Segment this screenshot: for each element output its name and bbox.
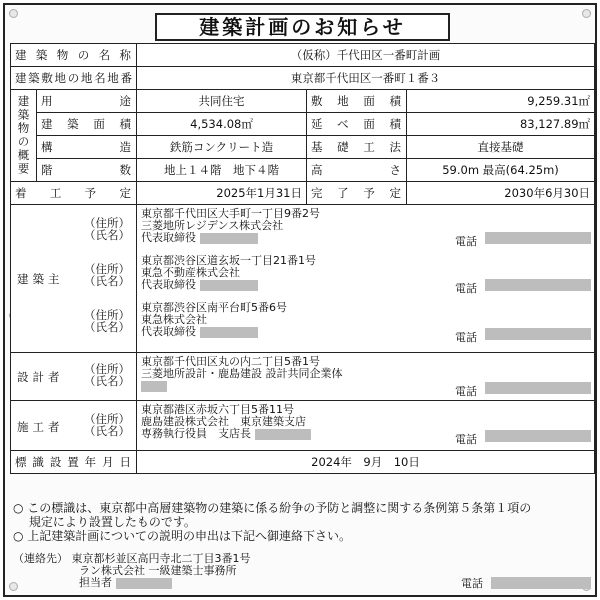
sub-address: （住所）: [84, 412, 130, 426]
redacted-name: [116, 578, 172, 589]
tel-label: 電話: [461, 577, 483, 590]
sub-name: （氏名）: [84, 424, 130, 438]
use-value: 共同住宅: [137, 90, 307, 113]
page-title: 建築計画のお知らせ: [155, 13, 450, 41]
redacted-phone: [491, 577, 591, 589]
owner-rep: 代表取締役: [141, 231, 196, 244]
tel-label: 電話: [455, 282, 477, 295]
sign-date-label: 標識設置年月日: [11, 451, 137, 474]
redacted-name: [200, 280, 258, 291]
tel-label: 電話: [455, 385, 477, 398]
floors-value: 地上１４階 地下４階: [137, 159, 307, 182]
owner-address: 東京都千代田区大手町一丁目9番2号: [141, 207, 320, 220]
contractor-info: [141, 404, 311, 440]
owner-subs: [84, 217, 130, 241]
sub-address: （住所）: [84, 262, 130, 276]
sub-name: （氏名）: [84, 320, 130, 334]
designer-company: 三菱地所設計・鹿島建設 設計共同企業体: [141, 367, 343, 380]
contractor-label: 施工者: [17, 420, 64, 434]
redacted-phone: [485, 382, 591, 394]
owner-address: 東京都渋谷区南平台町5番6号: [141, 301, 287, 314]
redacted-name: [200, 233, 258, 244]
use-label: 用途: [37, 90, 137, 113]
table-row: [11, 401, 595, 451]
address-label: 建築敷地の地名地番: [11, 67, 137, 90]
designer-subs: [84, 363, 130, 387]
contact-block: [13, 553, 593, 589]
table-row: [11, 90, 595, 113]
owner-entry-2: [141, 255, 316, 291]
foundation-value: 直接基礎: [407, 136, 595, 159]
designer-label: 設計者: [17, 370, 64, 384]
completion-label: 完了予定: [307, 182, 407, 205]
building-area-label: 建築面積: [37, 113, 137, 136]
contractor-company: 鹿島建設株式会社 東京建築支店: [141, 415, 306, 428]
redacted-phone: [485, 328, 591, 340]
table-row: [11, 451, 595, 474]
notes: [13, 501, 593, 543]
owner-label: 建築主: [17, 272, 64, 286]
start-label: 着工予定: [11, 182, 137, 205]
designer-label-cell: [11, 353, 137, 401]
site-area-label: 敷地面積: [307, 90, 407, 113]
table-row: [11, 159, 595, 182]
start-value: 2025年1月31日: [137, 182, 307, 205]
building-area-value: 4,534.08㎡: [137, 113, 307, 136]
structure-label: 構造: [37, 136, 137, 159]
completion-value: 2030年6月30日: [407, 182, 595, 205]
overview-label: 建築物の概要: [11, 90, 37, 182]
sub-address: （住所）: [84, 362, 130, 376]
tel-label: 電話: [455, 235, 477, 248]
info-table: [10, 43, 595, 474]
sub-name: （氏名）: [84, 228, 130, 242]
floor-area-label: 延べ面積: [307, 113, 407, 136]
designer-info: [141, 356, 343, 392]
notice-board: [3, 3, 597, 597]
table-row: [11, 205, 595, 353]
sub-address: （住所）: [84, 308, 130, 322]
address-value: 東京都千代田区一番町１番３: [137, 67, 595, 90]
sub-name: （氏名）: [84, 374, 130, 388]
owner-company: 三菱地所レジデンス株式会社: [141, 219, 284, 232]
owner-rep: 代表取締役: [141, 278, 196, 291]
table-row: [11, 44, 595, 67]
structure-value: 鉄筋コンクリート造: [137, 136, 307, 159]
height-label: 高さ: [307, 159, 407, 182]
table-row: [11, 136, 595, 159]
owner-subs: [84, 263, 130, 287]
table-row: [11, 182, 595, 205]
note-line: ○ 上記建築計画についての説明の申出は下記へ御連絡下さい。: [13, 529, 352, 543]
contractor-rep: 専務執行役員 支店長: [141, 427, 251, 440]
redacted-name: [141, 381, 167, 392]
table-row: [11, 353, 595, 401]
site-area-value: 9,259.31㎡: [407, 90, 595, 113]
table-row: [11, 67, 595, 90]
owner-company: 東急株式会社: [141, 313, 207, 326]
contact-label: （連絡先）: [13, 552, 68, 565]
sub-address: （住所）: [84, 216, 130, 230]
redacted-phone: [485, 279, 591, 291]
floor-area-value: 83,127.89㎡: [407, 113, 595, 136]
contact-company: ラン株式会社 一級建築士事務所: [79, 564, 237, 577]
owner-rep: 代表取締役: [141, 325, 196, 338]
redacted-phone: [485, 232, 591, 244]
table-row: [11, 113, 595, 136]
redacted-phone: [485, 430, 591, 442]
contractor-address: 東京都港区赤坂六丁目5番11号: [141, 403, 294, 416]
designer-address: 東京都千代田区丸の内二丁目5番1号: [141, 355, 320, 368]
note-line: 規定により設置したものです。: [13, 515, 196, 529]
building-name-label: 建築物の名称: [11, 44, 137, 67]
contact-person: 担当者: [79, 576, 112, 589]
note-line: ○ この標識は、東京都中高層建築物の建築に係る紛争の予防と調整に関する条例第５条第１項の: [13, 501, 532, 515]
contact-address: 東京都杉並区高円寺北二丁目3番1号: [71, 552, 251, 565]
height-value: 59.0m 最高(64.25m): [407, 159, 595, 182]
owner-label-cell: [11, 205, 137, 353]
owner-subs: [84, 309, 130, 333]
sub-name: （氏名）: [84, 274, 130, 288]
designer-value-cell: [137, 353, 595, 401]
foundation-label: 基礎工法: [307, 136, 407, 159]
owner-address: 東京都渋谷区道玄坂一丁目21番1号: [141, 254, 316, 267]
tel-label: 電話: [455, 331, 477, 344]
contractor-value-cell: [137, 401, 595, 451]
screw-icon: [582, 9, 591, 18]
owner-entry-3: [141, 302, 287, 338]
owner-entry-1: [141, 208, 320, 244]
redacted-name: [255, 429, 311, 440]
owner-company: 東急不動産株式会社: [141, 266, 240, 279]
contractor-label-cell: [11, 401, 137, 451]
floors-label: 階数: [37, 159, 137, 182]
contractor-subs: [84, 413, 130, 437]
building-name-value: （仮称）千代田区一番町計画: [137, 44, 595, 67]
redacted-name: [200, 327, 258, 338]
owner-value-cell: [137, 205, 595, 353]
tel-label: 電話: [455, 433, 477, 446]
sign-date-value: 2024年 9月 10日: [137, 451, 595, 474]
screw-icon: [9, 9, 18, 18]
